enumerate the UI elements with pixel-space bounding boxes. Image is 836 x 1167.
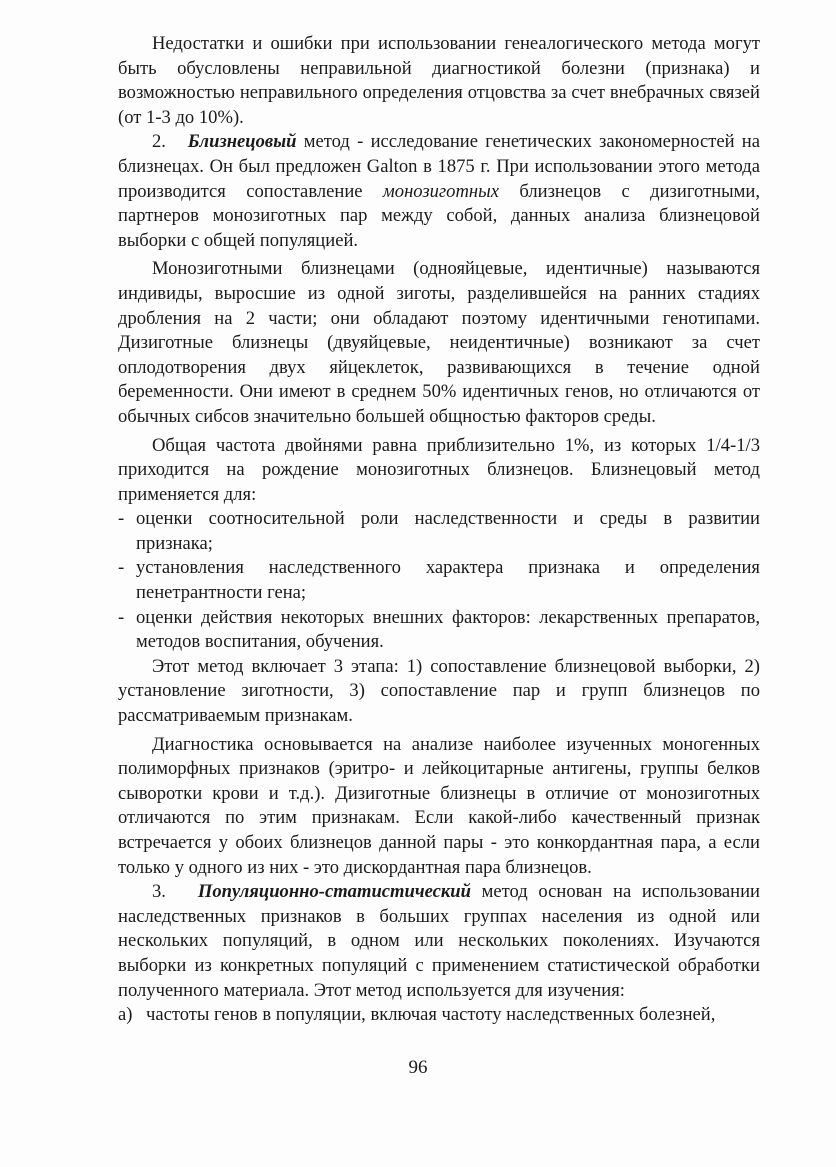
paragraph-genealogical-errors: Недостатки и ошибки при использовании генеалогического метода могут быть обусловлены неправильной диагностикой болезни (признака) и возможностью неправильного определения отцовства за счет внебрачных связей (от 1-3 до 10%).	[118, 33, 760, 128]
list-item-text: частоты генов в популяции, включая частоту наследственных болезней,	[146, 1004, 716, 1026]
list-letter: а)	[118, 1004, 133, 1026]
paragraph-method-stages: Этот метод включает 3 этапа: 1) сопоставление близнецовой выборки, 2) установление зиготности, 3) сопоставление пар и групп близнецов по рассматриваемым признакам.	[118, 655, 760, 727]
list-dash: -	[118, 606, 125, 628]
text-segment: метод - исследование генетических закономерностей на близнецах. Он был предложен Galton в 1875 г. При использовании этого метода производится сопоставление	[118, 131, 760, 202]
paragraph-twin-method	[118, 130, 760, 253]
list-dash: -	[118, 557, 125, 579]
list-item-text: оценки действия некоторых внешних факторов: лекарственных препаратов, методов воспитания, обучения.	[136, 606, 760, 653]
paragraph-twin-frequency: Общая частота двойнями равна приблизительно 1%, из которых 1/4-1/3 приходится на рождение монозиготных близнецов. Близнецовый метод применяется для:	[118, 434, 760, 505]
term-twin-method: Близнецовый	[187, 131, 297, 153]
list-item-text: установления наследственного характера признака и определения пенетрантности гена;	[136, 557, 760, 604]
list-item-text: оценки соотносительной роли наследственности и среды в развитии признака;	[136, 508, 760, 554]
paragraph-diagnostics: Диагностика основывается на анализе наиболее изученных моногенных полиморфных признаков (эритро- и лейкоцитарные антигены, группы белков сыворотки крови и т.д.). Дизиготные близнецы в отличие от монозиготных отличаются по этим признакам. Если какой-либо качественный признак встречается у обоих близнецов данной пары - это конкордантная пара, а если только у одного из них - это дискордантная пара близнецов.	[118, 733, 760, 878]
list-item-a	[118, 1003, 760, 1028]
list-dash: -	[118, 508, 125, 530]
paragraph-population-method	[118, 880, 760, 1003]
text-segment: близнецов с дизиготными, партнеров монозиготных пар между собой, данных анализа близнецовой выборки с общей популяцией.	[118, 180, 760, 251]
twin-method-applications-list	[118, 507, 760, 655]
list-item	[118, 606, 760, 655]
item-number: 3.	[152, 881, 166, 903]
item-number: 2.	[152, 131, 166, 153]
page-number: 96	[408, 1057, 428, 1078]
list-item	[118, 556, 760, 605]
term-population-method: Популяционно-статистический	[197, 881, 471, 903]
emphasis-monozygotic: монозиготных	[382, 180, 499, 202]
paragraph-monozygotic-definition: Монозиготными близнецами (однояйцевые, идентичные) называются индивиды, выросшие из одной зиготы, разделившейся на ранних стадиях дробления на 2 части; они обладают поэтому идентичными генотипами. Дизиготные близнецы (двуяйцевые, неидентичные) возникают за счет оплодотворения двух яйцеклеток, развивающихся в течение одной беременности. Они имеют в среднем 50% идентичных генов, но отличаются от обычных сибсов значительно большей общностью факторов среды.	[118, 258, 760, 427]
list-item	[118, 507, 760, 556]
page-body	[118, 32, 760, 1028]
text-segment: метод основан на использовании наследственных признаков в больших группах населения из одной или нескольких популяций, в одном или нескольких поколениях. Изучаются выборки из конкретных популяций с применением статистической обработки полученного материала. Этот метод используется для изучения:	[118, 881, 760, 1001]
